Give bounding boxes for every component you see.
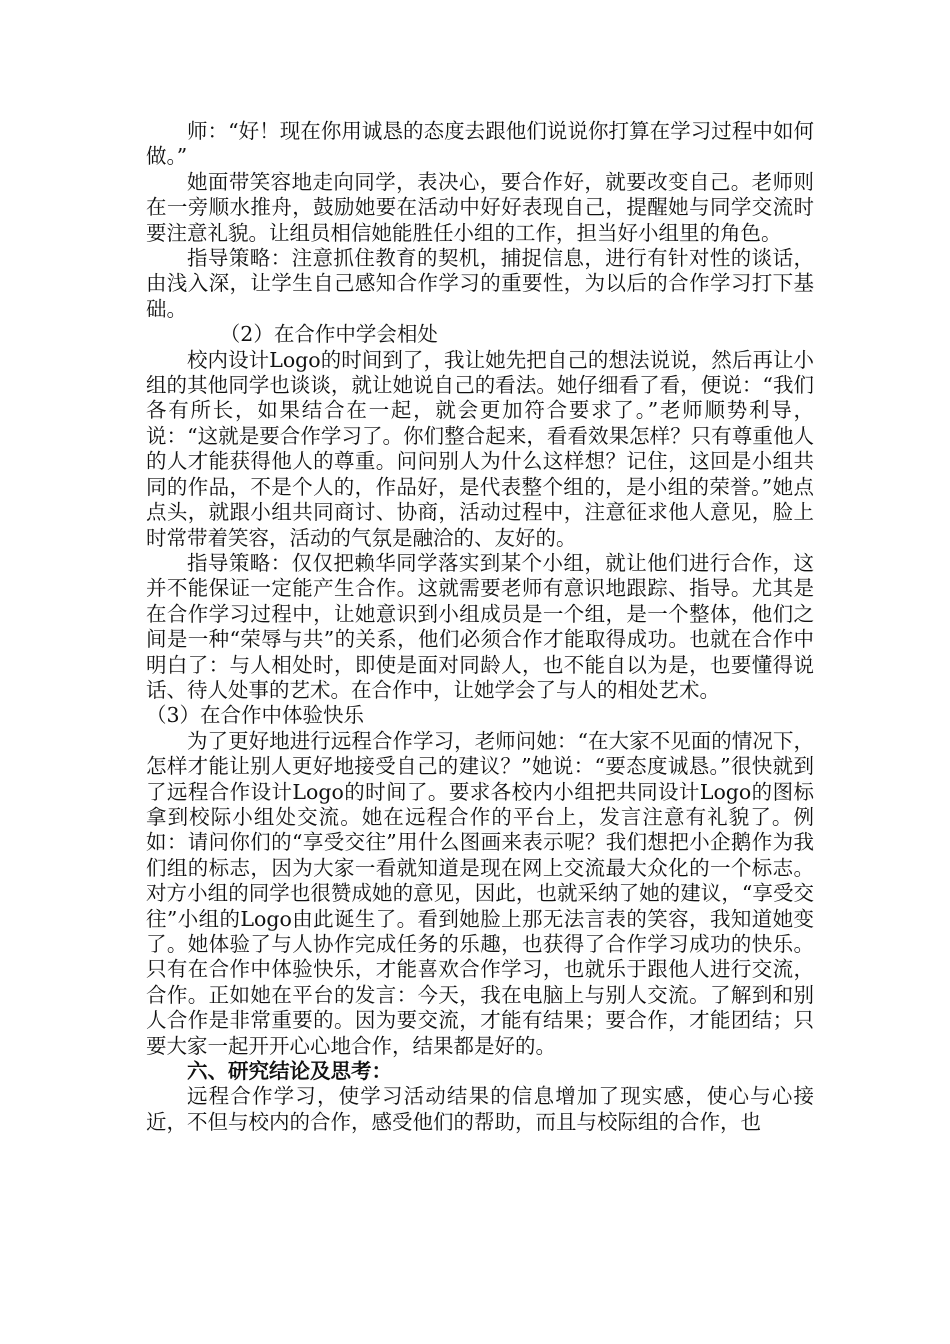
dialogue-paragraph: 师：“好！现在你用诚恳的态度去跟他们说说你打算在学习过程中如何做。” bbox=[146, 119, 814, 169]
narrative-paragraph: 为了更好地进行远程合作学习，老师问她：“在大家不见面的情况下，怎样才能让别人更好地接受自己的建议？”她说：“要态度诚恳。”很快就到了远程合作设计Logo的时间了。要求各校内小组把共同设计Logo的图标拿到校际小组处交流。她在远程合作的平台上，发言注意有礼貌了。例如：请问你们的“享受交往”用什么图画来表示呢？我们想把小企鹅作为我们组的标志，因为大家一看就知道是现在网上交流最大众化的一个标志。对方小组的同学也很赞成她的意见，因此，也就采纳了她的建议，“享受交往”小组的Logo由此诞生了。看到她脸上那无法言表的笑容，我知道她变了。她体验了与人协作完成任务的乐趣，也获得了合作学习成功的快乐。只有在合作中体验快乐，才能喜欢合作学习，也就乐于跟他人进行交流，合作。正如她在平台的发言：今天，我在电脑上与别人交流。了解到和别人合作是非常重要的。因为要交流，才能有结果；要合作，才能团结；只要大家一起开开心心地合作，结果都是好的。 bbox=[146, 728, 814, 1058]
strategy-paragraph: 指导策略：仅仅把赖华同学落实到某个小组，就让他们进行合作，这并不能保证一定能产生合作。这就需要老师有意识地跟踪、指导。尤其是在合作学习过程中，让她意识到小组成员是一个组，是一个整体，他们之间是一种“荣辱与共”的关系，他们必须合作才能取得成功。也就在合作中明白了：与人相处时，即使是面对同龄人，也不能自以为是，也要懂得说话、待人处事的艺术。在合作中，让她学会了与人的相处艺术。 bbox=[146, 550, 814, 702]
section-heading-3: （3）在合作中体验快乐 bbox=[146, 703, 365, 728]
section-heading-2: （2）在合作中学会相处 bbox=[219, 322, 438, 347]
narrative-paragraph: 她面带笑容地走向同学，表决心，要合作好，就要改变自己。老师则在一旁顺水推舟，鼓励她要在活动中好好表现自己，提醒她与同学交流时要注意礼貌。让组员相信她能胜任小组的工作，担当好小组里的角色。 bbox=[146, 169, 814, 245]
narrative-paragraph: 校内设计Logo的时间到了，我让她先把自己的想法说说，然后再让小组的其他同学也谈谈，就让她说自己的看法。她仔细看了看，便说：“我们各有所长，如果结合在一起，就会更加符合要求了。”老师顺势利导，说：“这就是要合作学习了。你们整合起来，看看效果怎样？只有尊重他人的人才能获得他人的尊重。问问别人为什么这样想？记住，这回是小组共同的作品，不是个人的，作品好，是代表整个组的，是小组的荣誉。”她点点头，就跟小组共同商讨、协商，活动过程中，注意征求他人意见，脸上时常带着笑容，活动的气氛是融洽的、友好的。 bbox=[146, 347, 814, 550]
strategy-paragraph: 指导策略：注意抓住教育的契机，捕捉信息，进行有针对性的谈话，由浅入深，让学生自己感知合作学习的重要性，为以后的合作学习打下基础。 bbox=[146, 246, 814, 321]
document-page bbox=[146, 119, 814, 1135]
chapter-heading: 六、研究结论及思考： bbox=[187, 1059, 392, 1084]
conclusion-paragraph: 远程合作学习，使学习活动结果的信息增加了现实感，使心与心接近，不但与校内的合作，感受他们的帮助，而且与校际组的合作，也 bbox=[146, 1084, 814, 1134]
